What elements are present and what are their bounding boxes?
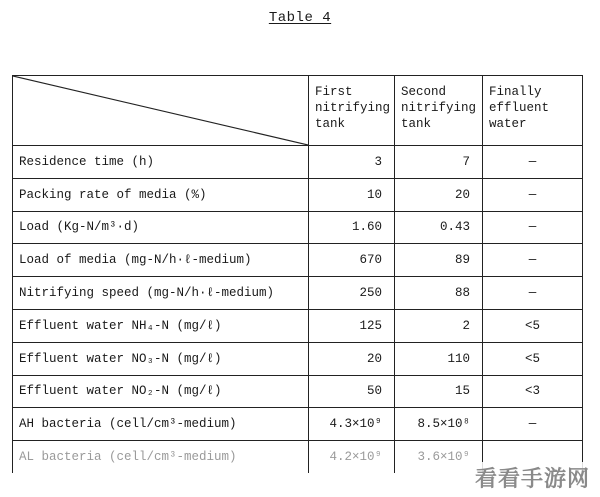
effluent-value: —: [483, 178, 583, 211]
header-line: nitrifying: [315, 101, 391, 115]
effluent-value: —: [483, 408, 583, 441]
first-tank-value: 1.60: [309, 211, 395, 244]
header-line: tank: [401, 117, 432, 131]
first-tank-value: 4.3×10⁹: [309, 408, 395, 441]
second-tank-value: 3.6×10⁹: [395, 441, 483, 473]
second-tank-value: 0.43: [395, 211, 483, 244]
second-tank-value: 15: [395, 375, 483, 408]
table-row: [13, 408, 583, 441]
data-table: [12, 75, 583, 473]
column-header-second-tank: [395, 76, 483, 146]
row-label: AL bacteria (cell/cm³-medium): [13, 441, 309, 473]
row-label: Load of media (mg-N/h·ℓ-medium): [13, 244, 309, 277]
row-label: Effluent water NO₂-N (mg/ℓ): [13, 375, 309, 408]
first-tank-value: 20: [309, 342, 395, 375]
row-label: AH bacteria (cell/cm³-medium): [13, 408, 309, 441]
second-tank-value: 110: [395, 342, 483, 375]
watermark-logo: 看看手游网: [471, 462, 594, 493]
diagonal-line: [13, 76, 308, 145]
first-tank-value: 10: [309, 178, 395, 211]
second-tank-value: 88: [395, 277, 483, 310]
header-line: First: [315, 85, 353, 99]
row-label: Effluent water NH₄-N (mg/ℓ): [13, 309, 309, 342]
column-header-effluent: [483, 76, 583, 146]
header-line: effluent: [489, 101, 550, 115]
effluent-value: —: [483, 146, 583, 179]
row-label: Nitrifying speed (mg-N/h·ℓ-medium): [13, 277, 309, 310]
effluent-value: <5: [483, 309, 583, 342]
header-line: Finally: [489, 85, 542, 99]
table-row: [13, 146, 583, 179]
table-row: [13, 211, 583, 244]
table-row: [13, 309, 583, 342]
first-tank-value: 4.2×10⁹: [309, 441, 395, 473]
effluent-value: <3: [483, 375, 583, 408]
header-line: nitrifying: [401, 101, 477, 115]
first-tank-value: 50: [309, 375, 395, 408]
effluent-value: —: [483, 277, 583, 310]
row-label: Load (Kg-N/m³·d): [13, 211, 309, 244]
header-line: Second: [401, 85, 447, 99]
effluent-value: <5: [483, 342, 583, 375]
table-row: [13, 375, 583, 408]
first-tank-value: 670: [309, 244, 395, 277]
second-tank-value: 7: [395, 146, 483, 179]
row-label: Residence time (h): [13, 146, 309, 179]
second-tank-value: 2: [395, 309, 483, 342]
effluent-value: —: [483, 244, 583, 277]
row-label: Effluent water NO₃-N (mg/ℓ): [13, 342, 309, 375]
header-row: [13, 76, 583, 146]
second-tank-value: 8.5×10⁸: [395, 408, 483, 441]
header-line: tank: [315, 117, 346, 131]
header-line: water: [489, 117, 527, 131]
table-row: [13, 178, 583, 211]
column-header-first-tank: [309, 76, 395, 146]
table-row: [13, 244, 583, 277]
table-row: [13, 342, 583, 375]
second-tank-value: 20: [395, 178, 483, 211]
diagonal-header-cell: [13, 76, 309, 146]
table-caption: Table 4: [268, 10, 332, 26]
table-row: [13, 277, 583, 310]
effluent-value: —: [483, 211, 583, 244]
second-tank-value: 89: [395, 244, 483, 277]
first-tank-value: 3: [309, 146, 395, 179]
row-label: Packing rate of media (%): [13, 178, 309, 211]
first-tank-value: 250: [309, 277, 395, 310]
first-tank-value: 125: [309, 309, 395, 342]
